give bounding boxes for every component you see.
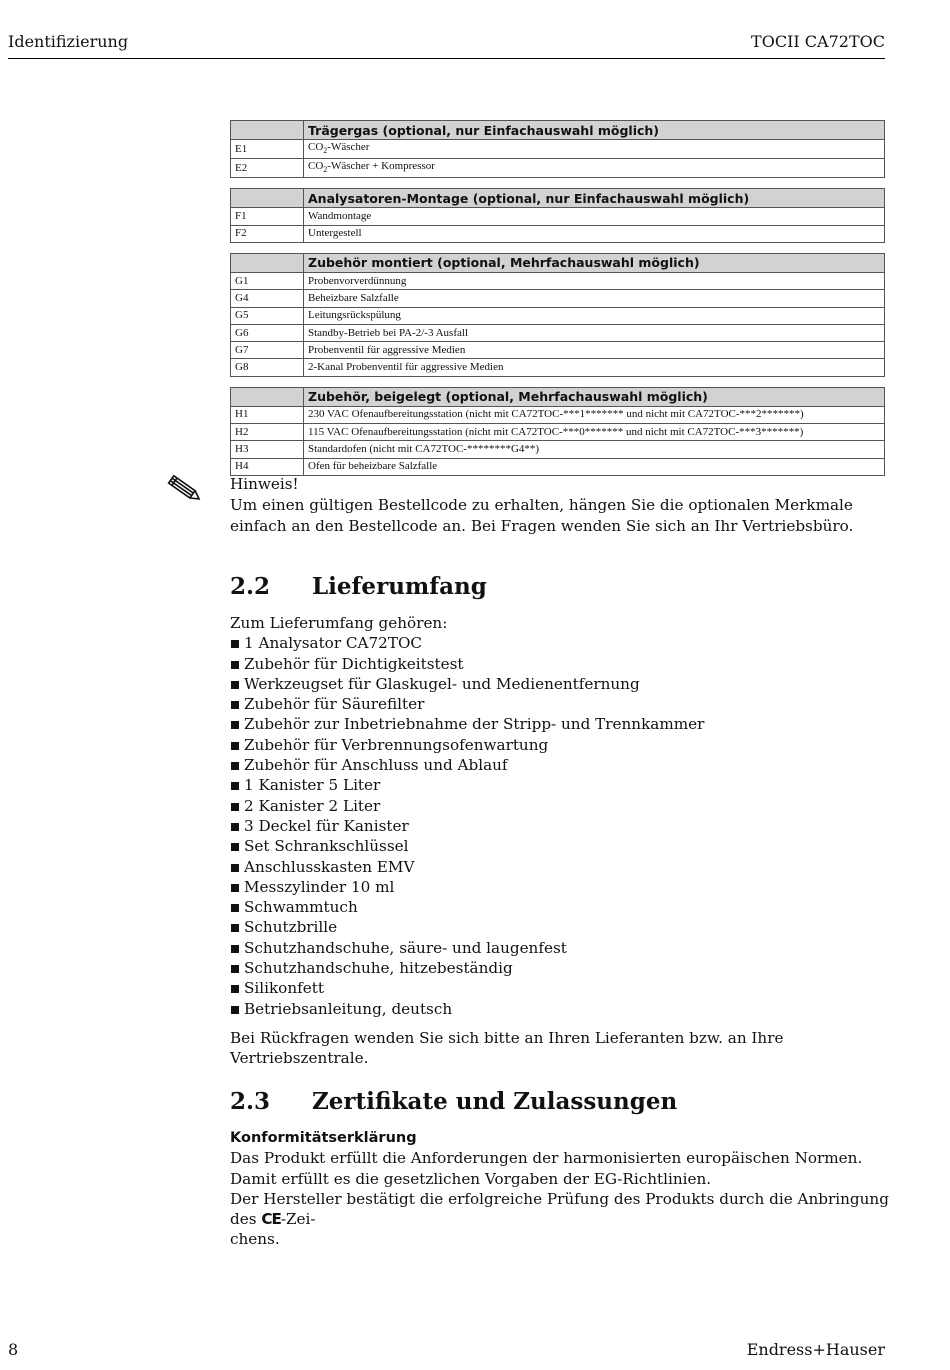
- option-table-heading-row: [231, 121, 885, 140]
- delivery-closing: Bei Rückfragen wenden Sie sich bitte an Ihren Lieferanten bzw. an Ihre Vertriebszentrale.: [230, 1028, 784, 1068]
- option-row: [231, 359, 885, 376]
- conformity-line-3-text: Der Hersteller bestätigt die erfolgreiche Prüfung des Produkts durch die Anbringung des: [230, 1189, 889, 1229]
- description-text-end: -Wäscher + Kompressor: [327, 160, 435, 173]
- certificates-block: [230, 1128, 890, 1250]
- list-item: 2 Kanister 2 Liter: [230, 796, 890, 816]
- delivery-intro: Zum Lieferumfang gehören:: [230, 614, 448, 632]
- list-item: Zubehör für Säurefilter: [230, 694, 890, 714]
- note-text: Um einen gültigen Bestellcode zu erhalten, hängen Sie die optionalen Merkmale einfach an den Bestellcode an. Bei Fragen wenden Sie sich an Ihr Vertriebsbüro.: [230, 496, 854, 535]
- section-number: 2.3: [230, 1088, 271, 1115]
- list-item: 3 Deckel für Kanister: [230, 816, 890, 836]
- conformity-subheading: Konformitätserklärung: [230, 1130, 417, 1146]
- option-row: [231, 307, 885, 324]
- description-text: Standby-Betrieb bei PA-2/-3 Ausfall: [308, 326, 468, 339]
- option-table-heading: Zubehör, beigelegt (optional, Mehrfachauswahl möglich): [304, 387, 885, 406]
- heading-code-cell: [231, 253, 304, 272]
- option-description: [304, 225, 885, 242]
- option-code: F2: [231, 225, 304, 242]
- list-item: Set Schrankschlüssel: [230, 836, 890, 856]
- page-header: [8, 32, 885, 59]
- description-text: Untergestell: [308, 227, 362, 240]
- heading-code-cell: [231, 121, 304, 140]
- option-description: [304, 424, 885, 441]
- option-row: [231, 208, 885, 225]
- option-code: G6: [231, 324, 304, 341]
- option-row: [231, 441, 885, 458]
- option-description: [304, 208, 885, 225]
- option-code: E1: [231, 140, 304, 159]
- description-subscript: 2: [323, 165, 328, 175]
- ce-mark: CE: [261, 1210, 281, 1229]
- order-code-tables: [230, 120, 885, 486]
- header-section-title: Identifizierung: [8, 32, 129, 51]
- option-row: [231, 406, 885, 423]
- option-description: [304, 272, 885, 289]
- option-description: [304, 324, 885, 341]
- option-description: [304, 359, 885, 376]
- option-code: G7: [231, 342, 304, 359]
- option-table: [230, 188, 885, 243]
- description-text: Standardofen (nicht mit CA72TOC-********G4**): [308, 442, 540, 455]
- description-text: Beheizbare Salzfalle: [308, 291, 399, 304]
- delivery-list: [230, 633, 890, 1019]
- list-item: Schwammtuch: [230, 897, 890, 917]
- description-text: 230 VAC Ofenaufbereitungsstation (nicht mit CA72TOC-***1******* und nicht mit CA72TOC-***2*******): [308, 408, 804, 421]
- list-item: 1 Kanister 5 Liter: [230, 775, 890, 795]
- conformity-line-1: Das Produkt erfüllt die Anforderungen der harmonisierten europäischen Normen.: [230, 1149, 863, 1168]
- option-code: H4: [231, 458, 304, 475]
- description-text-end: -Wäscher: [327, 141, 370, 153]
- list-item: Werkzeugset für Glaskugel- und Medienentfernung: [230, 674, 890, 694]
- conformity-line-2: Damit erfüllt es die gesetzlichen Vorgaben der EG-Richtlinien.: [230, 1169, 712, 1188]
- option-table-heading-row: [231, 387, 885, 406]
- list-item: Betriebsanleitung, deutsch: [230, 999, 890, 1019]
- option-description: [304, 159, 885, 178]
- list-item: Schutzhandschuhe, hitzebeständig: [230, 958, 890, 978]
- option-row: [231, 424, 885, 441]
- description-text: 2-Kanal Probenventil für aggressive Medien: [308, 361, 504, 374]
- description-text: Probenventil für aggressive Medien: [308, 343, 466, 356]
- description-subscript: 2: [323, 146, 328, 156]
- option-row: [231, 342, 885, 359]
- footer-brand: Endress+Hauser: [746, 1340, 885, 1359]
- section-number: 2.2: [230, 573, 271, 600]
- page-number: 8: [8, 1340, 19, 1359]
- option-description: [304, 342, 885, 359]
- option-description: [304, 307, 885, 324]
- option-description: [304, 441, 885, 458]
- note-label: Hinweis!: [230, 475, 299, 493]
- option-row: [231, 290, 885, 307]
- option-description: [304, 458, 885, 475]
- list-item: 1 Analysator CA72TOC: [230, 633, 890, 653]
- header-product-name: TOCII CA72TOC: [751, 32, 885, 51]
- section-2-2-heading: [230, 573, 487, 600]
- option-table-heading-row: [231, 253, 885, 272]
- pencil-note-icon: [162, 472, 206, 506]
- option-code: E2: [231, 159, 304, 178]
- description-text: 115 VAC Ofenaufbereitungsstation (nicht mit CA72TOC-***0******* und nicht mit CA72TOC-***3*******): [308, 425, 804, 438]
- section-title: Zertifikate und Zulassungen: [312, 1088, 678, 1115]
- option-table: [230, 120, 885, 178]
- list-item: Zubehör für Anschluss und Ablauf: [230, 755, 890, 775]
- option-description: [304, 290, 885, 307]
- description-text: Wandmontage: [308, 210, 372, 223]
- option-description: [304, 140, 885, 159]
- description-text: Probenvorverdünnung: [308, 274, 407, 287]
- list-item: Zubehör zur Inbetriebnahme der Stripp- und Trennkammer: [230, 714, 890, 734]
- option-code: H3: [231, 441, 304, 458]
- conformity-line-4: chens.: [230, 1230, 280, 1249]
- note-block: [230, 474, 890, 537]
- option-description: [304, 406, 885, 423]
- option-table-heading: Analysatoren-Montage (optional, nur Einfachauswahl möglich): [304, 189, 885, 208]
- heading-code-cell: [231, 387, 304, 406]
- description-text: Ofen für beheizbare Salzfalle: [308, 460, 438, 473]
- list-item: Schutzhandschuhe, säure- und laugenfest: [230, 938, 890, 958]
- list-item: Zubehör für Verbrennungsofenwartung: [230, 735, 890, 755]
- list-item: Schutzbrille: [230, 917, 890, 937]
- option-code: F1: [231, 208, 304, 225]
- option-code: H1: [231, 406, 304, 423]
- heading-code-cell: [231, 189, 304, 208]
- list-item: Silikonfett: [230, 978, 890, 998]
- option-code: H2: [231, 424, 304, 441]
- description-text: CO: [308, 141, 324, 153]
- option-row: [231, 324, 885, 341]
- option-row: [231, 458, 885, 475]
- option-table: [230, 253, 885, 377]
- option-code: G8: [231, 359, 304, 376]
- description-text: Leitungsrückspülung: [308, 309, 401, 322]
- option-row: [231, 225, 885, 242]
- option-code: G5: [231, 307, 304, 324]
- section-2-3-heading: [230, 1088, 677, 1115]
- option-row: [231, 272, 885, 289]
- conformity-line-3: [230, 1189, 890, 1230]
- option-table-heading: Zubehör montiert (optional, Mehrfachauswahl möglich): [304, 253, 885, 272]
- option-table-heading: Trägergas (optional, nur Einfachauswahl möglich): [304, 121, 885, 140]
- option-code: G4: [231, 290, 304, 307]
- option-row: [231, 140, 885, 159]
- option-table: [230, 387, 885, 476]
- option-row: [231, 159, 885, 178]
- description-text: CO: [308, 160, 324, 173]
- list-item: Anschlusskasten EMV: [230, 857, 890, 877]
- option-code: G1: [231, 272, 304, 289]
- conformity-line-3-end: -Zei-: [280, 1210, 316, 1229]
- section-title: Lieferumfang: [312, 573, 487, 600]
- list-item: Zubehör für Dichtigkeitstest: [230, 654, 890, 674]
- list-item: Messzylinder 10 ml: [230, 877, 890, 897]
- delivery-scope: [230, 613, 890, 1069]
- option-table-heading-row: [231, 189, 885, 208]
